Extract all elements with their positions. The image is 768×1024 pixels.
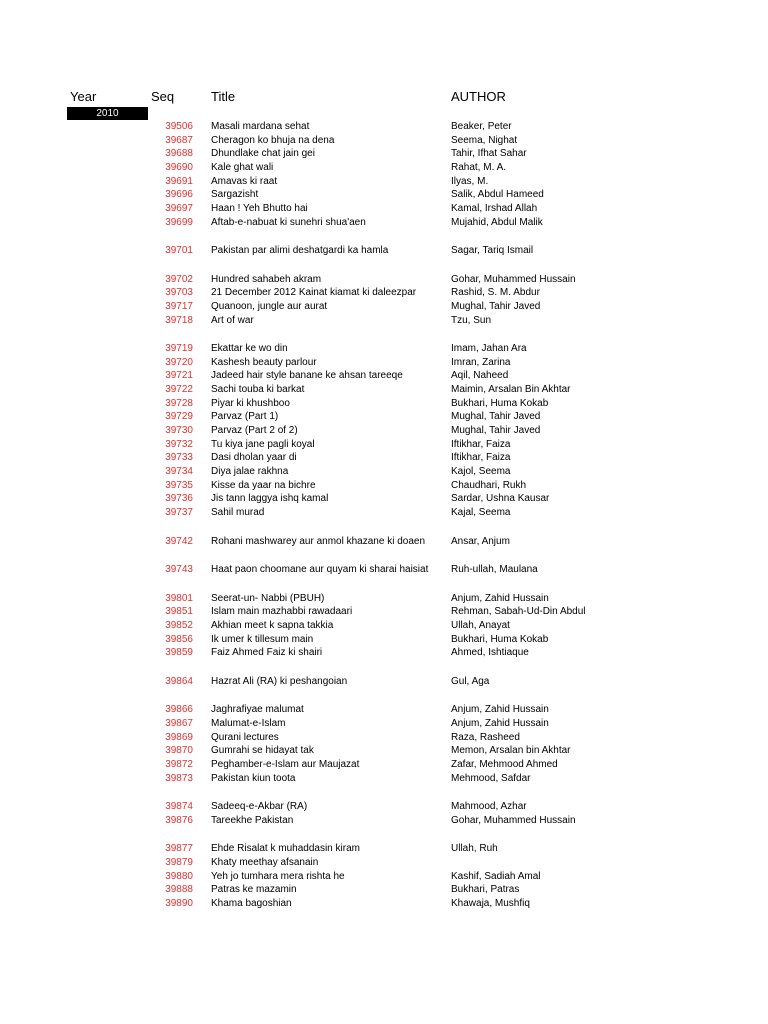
year-badge: 2010 bbox=[67, 107, 148, 120]
table-row bbox=[0, 356, 768, 369]
author-cell: Ullah, Anayat bbox=[451, 619, 510, 631]
title-cell: Khaty meethay afsanain bbox=[211, 856, 319, 868]
author-cell: Sagar, Tariq Ismail bbox=[451, 245, 534, 257]
author-cell: Ansar, Anjum bbox=[451, 535, 510, 547]
column-header-title: Title bbox=[211, 89, 236, 104]
author-cell: Tahir, Ifhat Sahar bbox=[451, 148, 527, 160]
seq-cell: 39691 bbox=[165, 175, 193, 187]
table-row bbox=[0, 506, 768, 519]
table-row bbox=[0, 605, 768, 618]
table-row bbox=[0, 134, 768, 147]
title-cell: Parvaz (Part 1) bbox=[211, 411, 279, 423]
seq-cell: 39880 bbox=[165, 870, 193, 882]
title-cell: Kale ghat wali bbox=[211, 162, 274, 173]
seq-cell: 39870 bbox=[165, 745, 193, 757]
author-cell: Anjum, Zahid Hussain bbox=[451, 592, 549, 604]
author-cell: Bukhari, Huma Kokab bbox=[451, 397, 549, 409]
author-cell: Zafar, Mehmood Ahmed bbox=[451, 758, 558, 770]
author-cell: Ullah, Ruh bbox=[451, 843, 498, 855]
seq-cell: 39718 bbox=[165, 314, 193, 326]
seq-cell: 39734 bbox=[165, 466, 193, 477]
column-header-seq: Seq bbox=[151, 89, 175, 104]
seq-cell: 39722 bbox=[165, 384, 193, 396]
table-row bbox=[0, 424, 768, 437]
table-row bbox=[0, 314, 768, 327]
title-cell: Dhundlake chat jain gei bbox=[211, 148, 315, 160]
table-row bbox=[0, 814, 768, 827]
column-header-year: Year bbox=[70, 89, 97, 104]
author-cell: Iftikhar, Faiza bbox=[451, 438, 511, 450]
title-cell: Akhian meet k sapna takkia bbox=[211, 619, 334, 631]
seq-cell: 39742 bbox=[165, 535, 193, 547]
seq-cell: 39801 bbox=[165, 592, 193, 604]
table-row bbox=[0, 120, 768, 133]
table-row bbox=[0, 492, 768, 505]
seq-cell: 39729 bbox=[165, 411, 193, 423]
table-row bbox=[0, 273, 768, 286]
seq-cell: 39877 bbox=[165, 843, 193, 855]
author-cell: Beaker, Peter bbox=[451, 121, 512, 132]
table-row bbox=[0, 856, 768, 869]
author-cell: Memon, Arsalan bin Akhtar bbox=[451, 745, 571, 757]
table-row bbox=[0, 188, 768, 201]
author-cell: Maimin, Arsalan Bin Akhtar bbox=[451, 384, 571, 396]
table-row bbox=[0, 369, 768, 382]
title-cell: Rohani mashwarey aur anmol khazane ki doaen bbox=[211, 535, 426, 547]
seq-cell: 39743 bbox=[165, 564, 193, 575]
table-row bbox=[0, 675, 768, 688]
title-cell: Qurani lectures bbox=[211, 731, 279, 743]
seq-cell: 39890 bbox=[165, 897, 193, 909]
author-cell: Rahat, M. A. bbox=[451, 162, 507, 173]
title-cell: Sargazisht bbox=[211, 189, 259, 201]
title-cell: Faiz Ahmed Faiz ki shairi bbox=[211, 647, 323, 659]
title-cell: Kashesh beauty parlour bbox=[211, 356, 317, 368]
seq-cell: 39737 bbox=[165, 506, 193, 518]
title-cell: Sadeeq-e-Akbar (RA) bbox=[211, 801, 308, 813]
table-row bbox=[0, 342, 768, 355]
seq-cell: 39730 bbox=[165, 425, 193, 436]
author-cell: Mehmood, Safdar bbox=[451, 772, 531, 784]
seq-cell: 39888 bbox=[165, 884, 193, 896]
author-cell: Gul, Aga bbox=[451, 675, 490, 687]
title-cell: Malumat-e-Islam bbox=[211, 717, 286, 729]
author-cell: Khawaja, Mushfiq bbox=[451, 897, 530, 909]
table-row bbox=[0, 202, 768, 215]
seq-cell: 39736 bbox=[165, 493, 193, 505]
seq-cell: 39879 bbox=[165, 856, 193, 868]
seq-cell: 39703 bbox=[165, 287, 193, 299]
seq-cell: 39699 bbox=[165, 216, 193, 228]
author-cell: Rehman, Sabah-Ud-Din Abdul bbox=[451, 606, 586, 618]
title-cell: Hazrat Ali (RA) ki peshangoian bbox=[211, 675, 348, 687]
title-cell: Seerat-un- Nabbi (PBUH) bbox=[211, 592, 325, 604]
title-cell: Peghamber-e-Islam aur Maujazat bbox=[211, 758, 360, 770]
seq-cell: 39876 bbox=[165, 814, 193, 826]
title-cell: Jadeed hair style banane ke ahsan tareeqe bbox=[211, 370, 403, 382]
author-cell: Imran, Zarina bbox=[451, 356, 511, 368]
author-cell: Imam, Jahan Ara bbox=[451, 343, 527, 355]
author-cell: Rashid, S. M. Abdur bbox=[451, 287, 540, 299]
seq-cell: 39733 bbox=[165, 452, 193, 464]
seq-cell: 39721 bbox=[165, 370, 193, 382]
title-cell: Hundred sahabeh akram bbox=[211, 273, 322, 285]
title-cell: Pakistan kiun toota bbox=[211, 772, 296, 784]
table-row bbox=[0, 410, 768, 423]
seq-cell: 39859 bbox=[165, 647, 193, 659]
seq-cell: 39872 bbox=[165, 758, 193, 770]
seq-cell: 39506 bbox=[165, 121, 193, 132]
seq-cell: 39687 bbox=[165, 134, 193, 146]
seq-cell: 39701 bbox=[165, 245, 193, 257]
author-cell: Raza, Rasheed bbox=[451, 731, 520, 743]
title-cell: Masali mardana sehat bbox=[211, 121, 310, 132]
title-cell: Pakistan par alimi deshatgardi ka hamla bbox=[211, 245, 389, 257]
seq-cell: 39852 bbox=[165, 619, 193, 631]
author-cell: Tzu, Sun bbox=[451, 314, 492, 326]
author-cell: Seema, Nighat bbox=[451, 134, 518, 146]
seq-cell: 39851 bbox=[165, 606, 193, 618]
author-cell: Iftikhar, Faiza bbox=[451, 452, 511, 464]
author-cell: Kamal, Irshad Allah bbox=[451, 202, 538, 214]
title-cell: Ehde Risalat k muhaddasin kiram bbox=[211, 843, 360, 855]
author-cell: Ruh-ullah, Maulana bbox=[451, 564, 538, 575]
title-cell: 21 December 2012 Kainat kiamat ki daleezpar bbox=[211, 287, 417, 299]
title-cell: Amavas ki raat bbox=[211, 175, 278, 187]
seq-cell: 39732 bbox=[165, 438, 193, 450]
table-row bbox=[0, 535, 768, 548]
title-cell: Parvaz (Part 2 of 2) bbox=[211, 425, 298, 436]
author-cell: Bukhari, Patras bbox=[451, 884, 520, 896]
seq-cell: 39696 bbox=[165, 189, 193, 201]
table-row bbox=[0, 758, 768, 771]
title-cell: Diya jalae rakhna bbox=[211, 466, 289, 477]
seq-cell: 39697 bbox=[165, 202, 193, 214]
table-row bbox=[0, 731, 768, 744]
title-cell: Haan ! Yeh Bhutto hai bbox=[211, 202, 308, 214]
title-cell: Khama bagoshian bbox=[211, 897, 292, 909]
seq-cell: 39867 bbox=[165, 717, 193, 729]
seq-cell: 39702 bbox=[165, 273, 193, 285]
author-cell: Sardar, Ushna Kausar bbox=[451, 493, 550, 505]
seq-cell: 39864 bbox=[165, 675, 193, 687]
title-cell: Tu kiya jane pagli koyal bbox=[211, 438, 315, 450]
table-row bbox=[0, 175, 768, 188]
table-row bbox=[0, 800, 768, 813]
table-row bbox=[0, 216, 768, 229]
author-cell: Kashif, Sadiah Amal bbox=[451, 870, 541, 882]
table-row bbox=[0, 883, 768, 896]
table-row bbox=[0, 646, 768, 659]
seq-cell: 39873 bbox=[165, 772, 193, 784]
author-cell: Salik, Abdul Hameed bbox=[451, 189, 544, 201]
author-cell: Ilyas, M. bbox=[451, 175, 489, 187]
table-row bbox=[0, 161, 768, 174]
table-row bbox=[0, 870, 768, 883]
title-cell: Piyar ki khushboo bbox=[211, 397, 290, 409]
title-cell: Ekattar ke wo din bbox=[211, 343, 288, 355]
table-row bbox=[0, 744, 768, 757]
seq-cell: 39690 bbox=[165, 162, 193, 173]
title-cell: Aftab-e-nabuat ki sunehri shua'aen bbox=[211, 216, 366, 228]
table-row bbox=[0, 619, 768, 632]
title-cell: Yeh jo tumhara mera rishta he bbox=[211, 870, 345, 882]
seq-cell: 39720 bbox=[165, 356, 193, 368]
title-cell: Jaghrafiyae malumat bbox=[211, 704, 304, 716]
seq-cell: 39728 bbox=[165, 397, 193, 409]
title-cell: Quanoon, jungle aur aurat bbox=[211, 300, 328, 312]
table-row bbox=[0, 383, 768, 396]
seq-cell: 39869 bbox=[165, 731, 193, 743]
author-cell: Mujahid, Abdul Malik bbox=[451, 216, 543, 228]
author-cell: Kajal, Seema bbox=[451, 506, 511, 518]
author-cell: Anjum, Zahid Hussain bbox=[451, 717, 549, 729]
title-cell: Gumrahi se hidayat tak bbox=[211, 745, 314, 757]
table-row bbox=[0, 244, 768, 257]
table-row bbox=[0, 147, 768, 160]
title-cell: Tareekhe Pakistan bbox=[211, 814, 294, 826]
title-cell: Ik umer k tillesum main bbox=[211, 633, 314, 645]
author-cell: Anjum, Zahid Hussain bbox=[451, 704, 549, 716]
table-row bbox=[0, 397, 768, 410]
title-cell: Jis tann laggya ishq kamal bbox=[211, 493, 329, 505]
seq-cell: 39866 bbox=[165, 704, 193, 716]
table-row bbox=[0, 633, 768, 646]
author-cell: Mahmood, Azhar bbox=[451, 801, 527, 813]
seq-cell: 39874 bbox=[165, 801, 193, 813]
table-row bbox=[0, 842, 768, 855]
table-row bbox=[0, 563, 768, 576]
title-cell: Art of war bbox=[211, 314, 254, 326]
author-cell: Gohar, Muhammed Hussain bbox=[451, 273, 576, 285]
table-row bbox=[0, 438, 768, 451]
table-row bbox=[0, 286, 768, 299]
author-cell: Ahmed, Ishtiaque bbox=[451, 647, 529, 659]
title-cell: Kisse da yaar na bichre bbox=[211, 479, 316, 491]
table-row bbox=[0, 451, 768, 464]
table-row bbox=[0, 897, 768, 910]
author-cell: Mughal, Tahir Javed bbox=[451, 300, 541, 312]
author-cell: Gohar, Muhammed Hussain bbox=[451, 814, 576, 826]
table-row bbox=[0, 703, 768, 716]
seq-cell: 39735 bbox=[165, 479, 193, 491]
table-row bbox=[0, 772, 768, 785]
title-cell: Cheragon ko bhuja na dena bbox=[211, 134, 335, 146]
author-cell: Mughal, Tahir Javed bbox=[451, 425, 541, 436]
author-cell: Aqil, Naheed bbox=[451, 370, 509, 382]
column-header-author: AUTHOR bbox=[451, 89, 506, 104]
table-row bbox=[0, 300, 768, 313]
title-cell: Sahil murad bbox=[211, 506, 265, 518]
seq-cell: 39856 bbox=[165, 633, 193, 645]
table-row bbox=[0, 479, 768, 492]
author-cell: Chaudhari, Rukh bbox=[451, 479, 527, 491]
title-cell: Dasi dholan yaar di bbox=[211, 452, 297, 464]
seq-cell: 39688 bbox=[165, 148, 193, 160]
table-row bbox=[0, 592, 768, 605]
seq-cell: 39717 bbox=[165, 300, 193, 312]
seq-cell: 39719 bbox=[165, 343, 193, 355]
title-cell: Patras ke mazamin bbox=[211, 884, 297, 896]
author-cell: Bukhari, Huma Kokab bbox=[451, 633, 549, 645]
author-cell: Kajol, Seema bbox=[451, 466, 511, 477]
author-cell: Mughal, Tahir Javed bbox=[451, 411, 541, 423]
title-cell: Islam main mazhabbi rawadaari bbox=[211, 606, 353, 618]
title-cell: Sachi touba ki barkat bbox=[211, 384, 305, 396]
table-row bbox=[0, 717, 768, 730]
table-row bbox=[0, 465, 768, 478]
title-cell: Haat paon choomane aur quyam ki sharai haisiat bbox=[211, 564, 429, 575]
